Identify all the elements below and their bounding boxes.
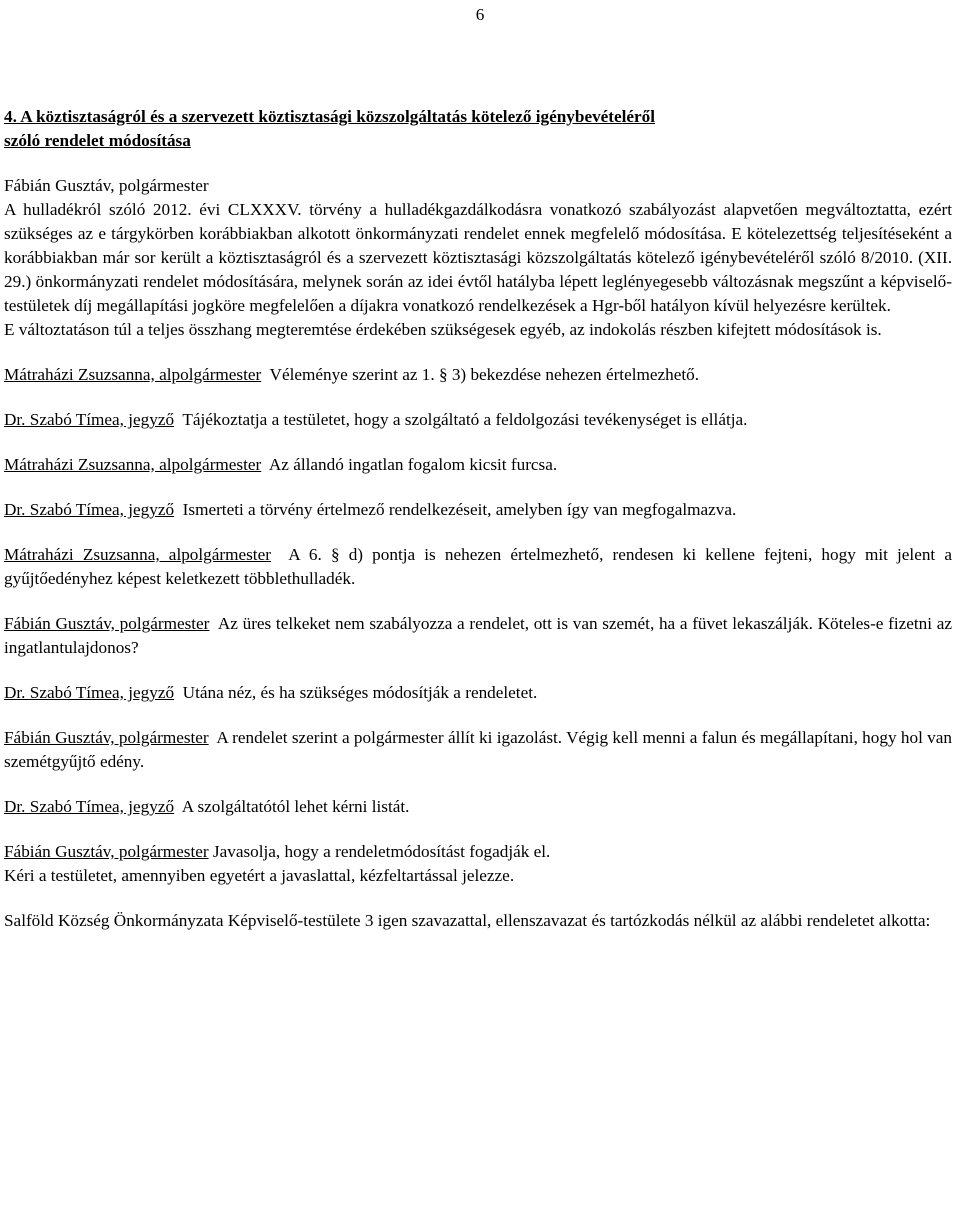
exchange-3 xyxy=(4,453,952,477)
statement: Utána néz, és ha szükséges módosítják a rendeletet. xyxy=(182,683,538,702)
speaker-name: Dr. Szabó Tímea, jegyző xyxy=(4,797,175,816)
statement: Véleménye szerint az 1. § 3) bekezdése nehezen értelmezhető. xyxy=(269,365,699,384)
statement: A szolgáltatótól lehet kérni listát. xyxy=(181,797,410,816)
intro-speaker: Fábián Gusztáv, polgármester xyxy=(4,176,209,195)
exchange-7 xyxy=(4,681,952,705)
speaker-name: Fábián Gusztáv, polgármester xyxy=(4,728,209,747)
section-heading-line1: 4. A köztisztaságról és a szervezett köztisztasági közszolgáltatás kötelező igénybevételéről xyxy=(4,107,656,126)
exchange-1 xyxy=(4,363,952,387)
exchange-4 xyxy=(4,498,952,522)
intro-paragraph-1: A hulladékról szóló 2012. évi CLXXXV. törvény a hulladékgazdálkodásra vonatkozó szabályozást alapvetően megváltoztatta, ezért szükséges az e tárgykörben korábbiakban alkotott önkormányzati rendelet ennek megfelelő módosítása. E kötelezettség teljesítéseként a korábbiakban már sor került a köztisztaságról és a szervezett köztisztasági közszolgáltatás kötelező igénybevételéről szóló 8/2010. (XII. 29.) önkormányzati rendelet módosítására, melynek során az idei évtől hatályba lépett leglényegesebb változásnak megszűnt a képviselő-testületek díj megállapítási jogköre megfelelően a díjakra vonatkozó rendelkezések a Hgr-ből hatályon kívül helyezésre kerültek. xyxy=(4,200,952,315)
speaker-name: Fábián Gusztáv, polgármester xyxy=(4,614,210,633)
statement: A rendelet szerint a polgármester állít ki igazolást. Végig kell menni a falun és megállapítani, hogy hol van szemétgyűjtő edény. xyxy=(4,728,952,771)
statement: Az üres telkeket nem szabályozza a rendelet, ott is van szemét, ha a füvet lekaszálják. Köteles-e fizetni az ingatlantulajdonos? xyxy=(4,614,952,657)
exchange-5 xyxy=(4,543,952,591)
speaker-name: Dr. Szabó Tímea, jegyző xyxy=(4,500,175,519)
exchange-2 xyxy=(4,408,952,432)
proposal-request: Kéri a testületet, amennyiben egyetért a javaslattal, kézfeltartással jelezze. xyxy=(4,866,515,885)
proposal xyxy=(4,840,952,864)
statement: Az állandó ingatlan fogalom kicsit furcsa. xyxy=(268,455,558,474)
speaker-name: Mátraházi Zsuzsanna, alpolgármester xyxy=(4,365,262,384)
speaker-name: Fábián Gusztáv, polgármester xyxy=(4,842,209,861)
section-heading-line2: szóló rendelet módosítása xyxy=(4,131,191,150)
exchange-9 xyxy=(4,795,952,819)
document-body xyxy=(4,105,952,933)
statement: A 6. § d) pontja is nehezen értelmezhető, rendesen ki kellene fejteni, hogy mit jelent a gyűjtőedényhez képest keletkezett többlethulladék. xyxy=(4,545,952,588)
vote-result: Salföld Község Önkormányzata Képviselő-testülete 3 igen szavazattal, ellenszavazat és tartózkodás nélkül az alábbi rendeletet alkotta: xyxy=(4,911,931,930)
speaker-name: Dr. Szabó Tímea, jegyző xyxy=(4,683,175,702)
intro-paragraph-2: E változtatáson túl a teljes összhang megteremtése érdekében szükségesek egyéb, az indokolás részben kifejtett módosítások is. xyxy=(4,320,882,339)
speaker-name: Dr. Szabó Tímea, jegyző xyxy=(4,410,175,429)
speaker-name: Mátraházi Zsuzsanna, alpolgármester xyxy=(4,545,271,564)
exchange-8 xyxy=(4,726,952,774)
statement: Ismerteti a törvény értelmező rendelkezéseit, amelyben így van megfogalmazva. xyxy=(182,500,737,519)
speaker-name: Mátraházi Zsuzsanna, alpolgármester xyxy=(4,455,262,474)
exchange-6 xyxy=(4,612,952,660)
statement: Javasolja, hogy a rendeletmódosítást fogadják el. xyxy=(212,842,551,861)
page-number: 6 xyxy=(475,5,485,24)
statement: Tájékoztatja a testületet, hogy a szolgáltató a feldolgozási tevékenységet is ellátja. xyxy=(182,410,748,429)
